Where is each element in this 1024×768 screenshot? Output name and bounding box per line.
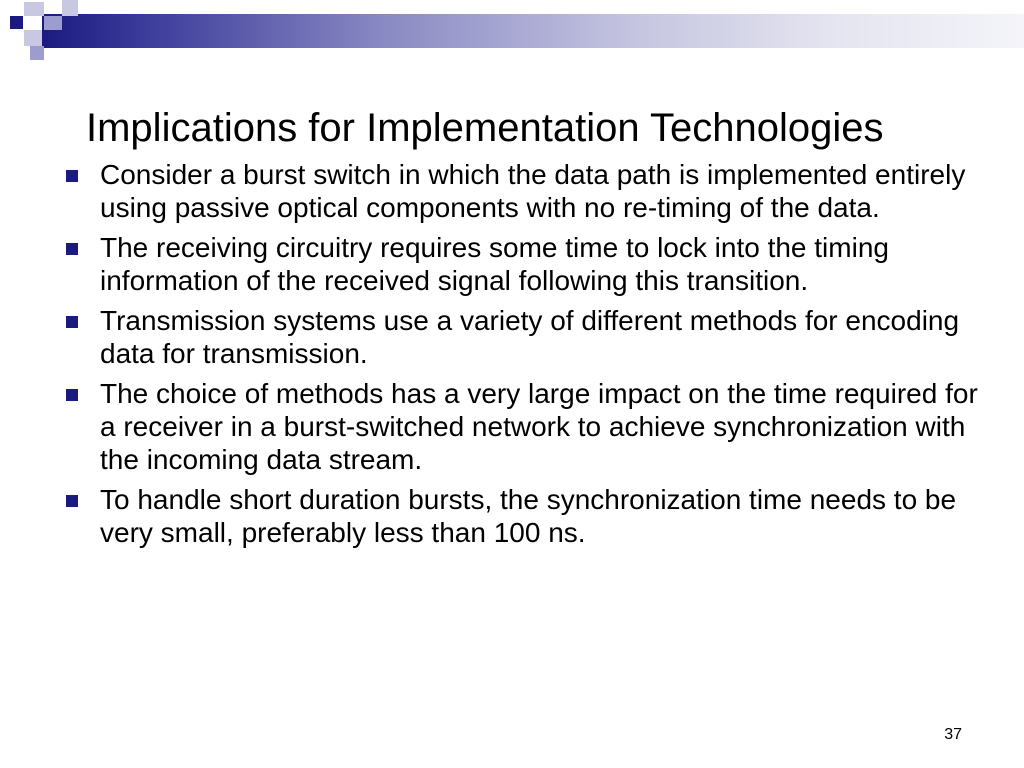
square-bullet-icon [66,243,78,255]
bullet-text: To handle short duration bursts, the synchronization time needs to be very small, preferably less than 100 ns. [100,484,957,548]
slide-number: 37 [944,726,962,743]
bullet-item [100,231,980,297]
bullet-text: Transmission systems use a variety of different methods for encoding data for transmission. [100,305,960,369]
slide-title: Implications for Implementation Technologies [86,106,884,150]
bullet-item [100,158,980,224]
square-bullet-icon [66,170,78,182]
bullet-text: The choice of methods has a very large impact on the time required for a receiver in a burst-switched network to achieve synchronization with the incoming data stream. [100,378,978,475]
square-bullet-icon [66,389,78,401]
square-bullet-icon [66,495,78,507]
decor-square [24,30,42,46]
bullet-text: Consider a burst switch in which the data path is implemented entirely using passive optical components with no re-timing of the data. [100,159,966,223]
bullet-item [100,483,980,549]
decor-square [10,16,23,29]
bullet-item [100,304,980,370]
decor-square [44,16,62,30]
bullet-text: The receiving circuitry requires some time to lock into the timing information of the received signal following this transition. [100,232,889,296]
bullet-list [100,158,980,556]
decor-square [62,0,78,16]
bullet-item [100,377,980,476]
decor-square [30,46,44,60]
header-gradient-bar [42,14,1024,48]
decor-square [24,2,44,16]
square-bullet-icon [66,316,78,328]
